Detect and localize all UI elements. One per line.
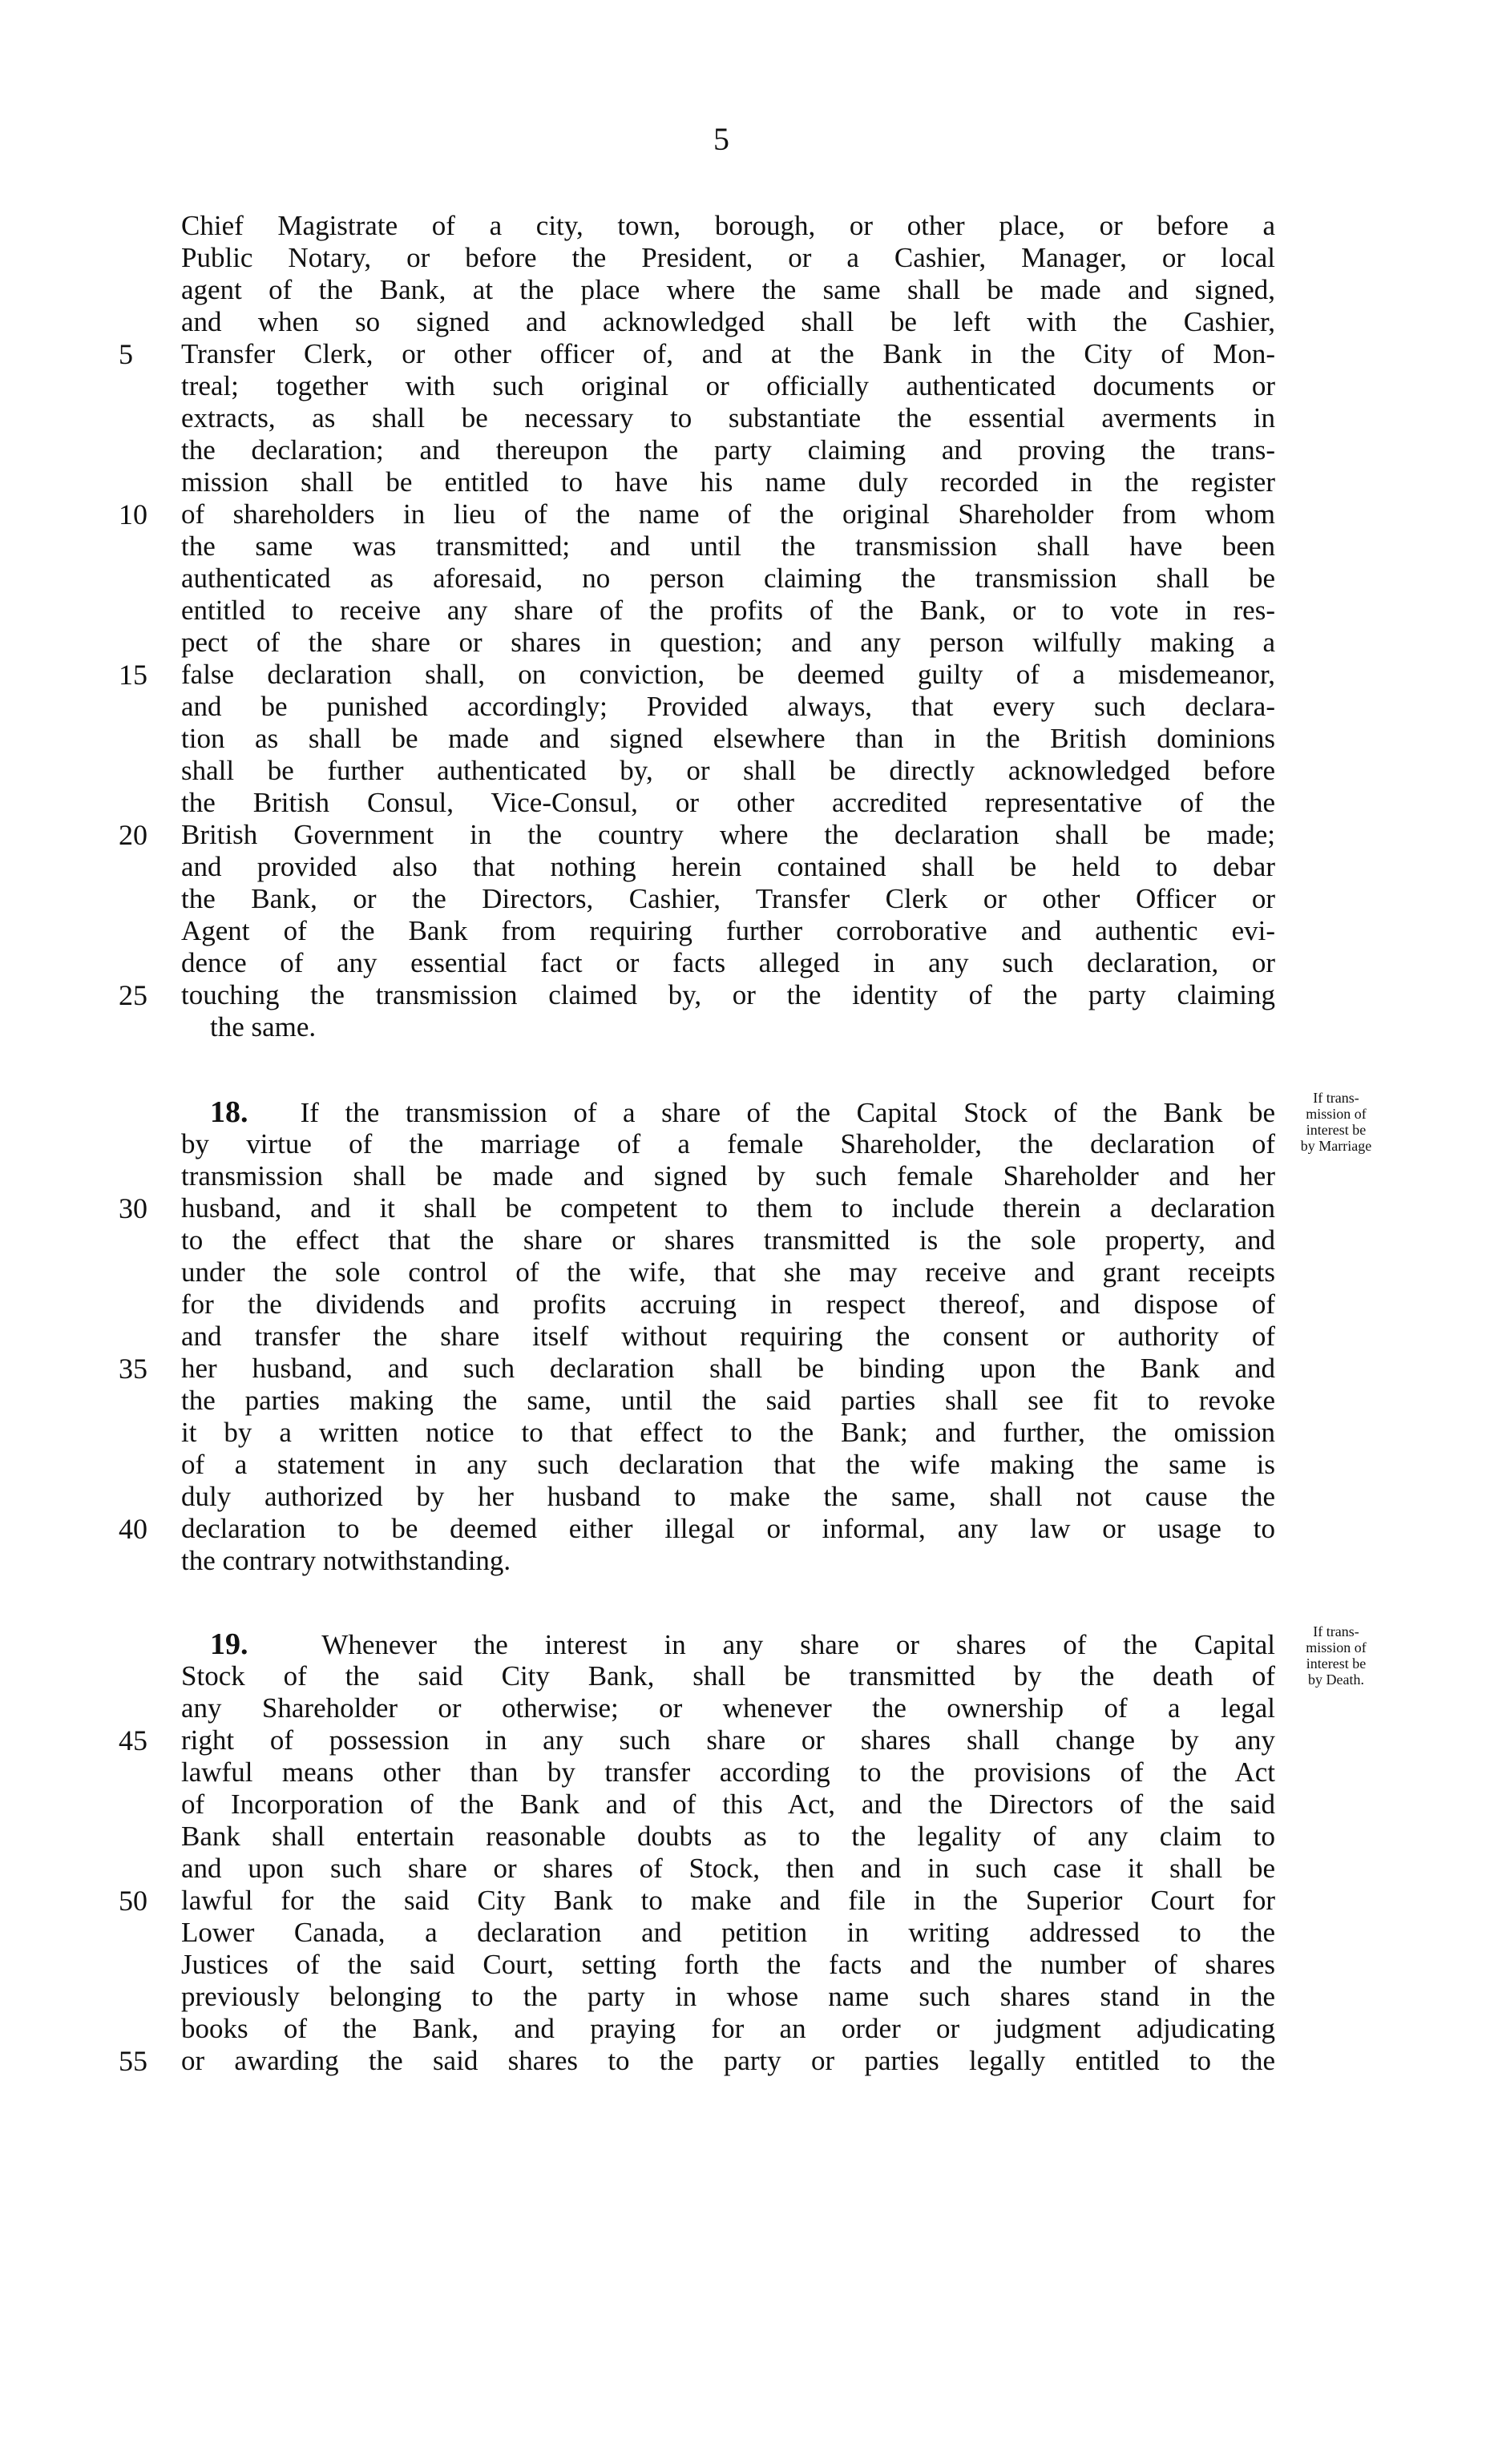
text-line: Bank shall entertain reasonable doubts as to the legality of any claim to: [181, 1821, 1275, 1852]
line-number: 15: [119, 659, 147, 691]
section-number: 19.: [210, 1628, 248, 1660]
section-18-first-line: [210, 1096, 1275, 1128]
text-line: treal; together with such original or officially authenticated documents or: [181, 370, 1275, 401]
text-line: the same.: [210, 1011, 317, 1042]
text-line: and transfer the share itself without requiring the consent or authority of: [181, 1321, 1275, 1352]
text-line: any Shareholder or otherwise; or whenever the ownership of a legal: [181, 1692, 1275, 1724]
text-line: the British Consul, Vice-Consul, or other accredited representative of the: [181, 787, 1275, 818]
text-line: transmission shall be made and signed by such female Shareholder and her: [181, 1160, 1275, 1192]
text-line: declaration to be deemed either illegal or informal, any law or usage to: [181, 1513, 1275, 1544]
text-line: and be punished accordingly; Provided always, that every such declara-: [181, 691, 1275, 722]
line-number: 30: [119, 1192, 147, 1224]
text-line: lawful means other than by transfer according to the provisions of the Act: [181, 1756, 1275, 1788]
text-line: of Incorporation of the Bank and of this Act, and the Directors of the said: [181, 1789, 1275, 1820]
text-line: If the transmission of a share of the Capital Stock of the Bank be: [300, 1097, 1275, 1128]
text-line: and provided also that nothing herein contained shall be held to debar: [181, 851, 1275, 882]
text-line: mission shall be entitled to have his name duly recorded in the register: [181, 466, 1275, 498]
text-line: Justices of the said Court, setting forth the facts and the number of shares: [181, 1949, 1275, 1980]
text-line: under the sole control of the wife, that she may receive and grant receipts: [181, 1256, 1275, 1288]
text-line: books of the Bank, and praying for an order or judgment adjudicating: [181, 2013, 1275, 2044]
text-line: and upon such share or shares of Stock, then and in such case it shall be: [181, 1853, 1275, 1884]
page-number: 5: [713, 121, 729, 157]
section-19-first-line: [210, 1628, 1275, 1660]
text-line: Lower Canada, a declaration and petition in writing addressed to the: [181, 1917, 1275, 1948]
text-line: the parties making the same, until the said parties shall see fit to revoke: [181, 1385, 1275, 1416]
line-number: 55: [119, 2045, 147, 2077]
margin-note-line: If trans-: [1313, 1623, 1359, 1639]
text-line: the contrary notwithstanding.: [181, 1545, 511, 1576]
line-number: 45: [119, 1724, 147, 1756]
margin-note-section-18: [1284, 1090, 1388, 1154]
text-line: shall be further authenticated by, or shall be directly acknowledged before: [181, 755, 1275, 786]
line-number: 40: [119, 1513, 147, 1545]
text-line: for the dividends and profits accruing in respect thereof, and dispose of: [181, 1288, 1275, 1320]
text-line: Transfer Clerk, or other officer of, and at the Bank in the City of Mon-: [181, 338, 1275, 369]
margin-note-line: interest be: [1306, 1122, 1367, 1138]
line-number: 5: [119, 338, 133, 370]
text-line: of shareholders in lieu of the name of the original Shareholder from whom: [181, 498, 1275, 530]
text-line: previously belonging to the party in whose name such shares stand in the: [181, 1981, 1275, 2012]
text-line: husband, and it shall be competent to them to include therein a declaration: [181, 1192, 1275, 1224]
text-line: pect of the share or shares in question; and any person wilfully making a: [181, 627, 1275, 658]
text-line: tion as shall be made and signed elsewhere than in the British dominions: [181, 723, 1275, 754]
text-line: Chief Magistrate of a city, town, borough, or other place, or before a: [181, 210, 1275, 241]
margin-note-line: by Marriage: [1300, 1138, 1372, 1154]
text-line: by virtue of the marriage of a female Shareholder, the declaration of: [181, 1128, 1275, 1159]
text-line: and when so signed and acknowledged shall be left with the Cashier,: [181, 306, 1275, 337]
margin-note-line: interest be: [1306, 1655, 1367, 1672]
text-line: duly authorized by her husband to make the same, shall not cause the: [181, 1481, 1275, 1512]
section-number: 18.: [210, 1096, 248, 1128]
text-line: Whenever the interest in any share or shares of the Capital: [321, 1629, 1275, 1660]
text-line: extracts, as shall be necessary to substantiate the essential averments in: [181, 402, 1275, 434]
text-line: or awarding the said shares to the party or parties legally entitled to the: [181, 2045, 1275, 2076]
text-line: agent of the Bank, at the place where the same shall be made and signed,: [181, 274, 1275, 305]
margin-note-section-19: [1284, 1623, 1388, 1688]
text-line: her husband, and such declaration shall be binding upon the Bank and: [181, 1353, 1275, 1384]
margin-note-line: mission of: [1306, 1106, 1367, 1122]
text-line: touching the transmission claimed by, or the identity of the party claiming: [181, 979, 1275, 1010]
text-line: it by a written notice to that effect to the Bank; and further, the omission: [181, 1417, 1275, 1448]
text-line: the declaration; and thereupon the party claiming and proving the trans-: [181, 434, 1275, 466]
text-line: false declaration shall, on conviction, be deemed guilty of a misdemeanor,: [181, 659, 1275, 690]
text-line: entitled to receive any share of the profits of the Bank, or to vote in res-: [181, 595, 1275, 626]
line-number: 20: [119, 819, 147, 851]
text-line: the Bank, or the Directors, Cashier, Transfer Clerk or other Officer or: [181, 883, 1275, 914]
text-line: Public Notary, or before the President, or a Cashier, Manager, or local: [181, 242, 1275, 273]
text-line: authenticated as aforesaid, no person claiming the transmission shall be: [181, 563, 1275, 594]
text-line: British Government in the country where the declaration shall be made;: [181, 819, 1275, 850]
margin-note-line: If trans-: [1313, 1090, 1359, 1106]
text-line: the same was transmitted; and until the transmission shall have been: [181, 530, 1275, 562]
text-line: to the effect that the share or shares transmitted is the sole property, and: [181, 1224, 1275, 1256]
margin-note-line: by Death.: [1308, 1672, 1364, 1688]
margin-note-line: mission of: [1306, 1639, 1367, 1655]
text-line: right of possession in any such share or shares shall change by any: [181, 1724, 1275, 1756]
text-line: of a statement in any such declaration that the wife making the same is: [181, 1449, 1275, 1480]
line-number: 50: [119, 1885, 147, 1917]
text-line: Stock of the said City Bank, shall be transmitted by the death of: [181, 1660, 1275, 1692]
line-number: 35: [119, 1353, 147, 1385]
line-number: 25: [119, 979, 147, 1011]
text-line: dence of any essential fact or facts alleged in any such declaration, or: [181, 947, 1275, 978]
line-number: 10: [119, 498, 147, 530]
text-line: Agent of the Bank from requiring further corroborative and authentic evi-: [181, 915, 1275, 946]
text-line: lawful for the said City Bank to make and file in the Superior Court for: [181, 1885, 1275, 1916]
